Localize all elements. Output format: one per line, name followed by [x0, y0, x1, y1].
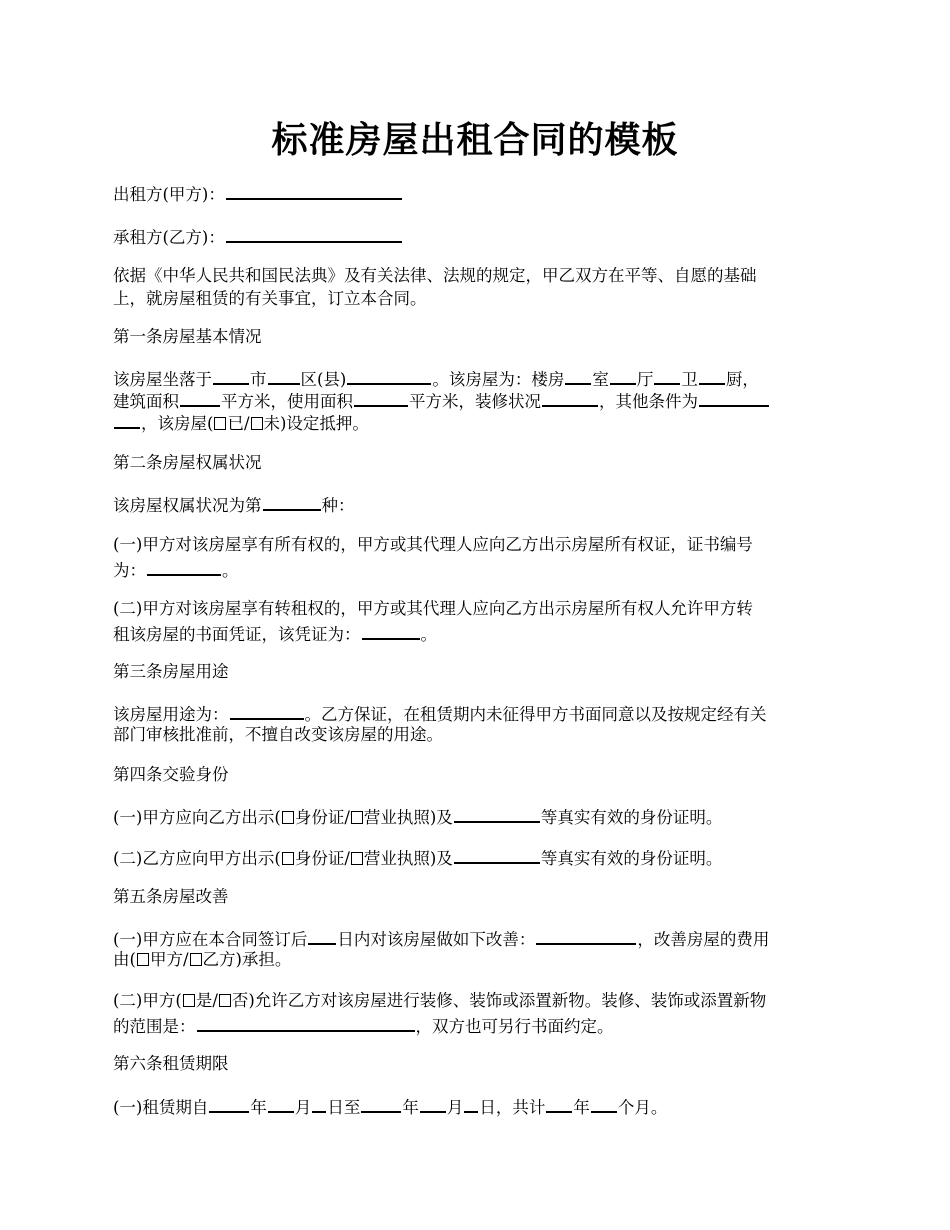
start-month-blank[interactable]: [268, 1094, 294, 1113]
text-fragment: (二)甲方(: [113, 991, 182, 1010]
checkbox-icon[interactable]: [351, 852, 363, 865]
lessee-blank[interactable]: [226, 224, 402, 243]
end-year-blank[interactable]: [361, 1094, 401, 1113]
baths-blank[interactable]: [654, 366, 680, 385]
lessor-label: 出租方(甲方)：: [113, 185, 225, 204]
improvement-days-blank[interactable]: [308, 926, 336, 945]
text-fragment: (一)租赁期自: [113, 1098, 209, 1117]
text-fragment: ，该房屋(: [141, 414, 214, 433]
text-fragment: (一)甲方应向乙方出示(: [113, 808, 281, 827]
text-fragment: 日，共计: [479, 1098, 546, 1117]
checkbox-icon[interactable]: [219, 994, 231, 1007]
text-fragment: 建筑面积: [113, 392, 179, 411]
other-conditions-blank-cont[interactable]: [114, 410, 140, 429]
article-2-title: 第二条房屋权属状况: [113, 453, 262, 472]
text-fragment: ，改善房屋的费用: [637, 930, 770, 949]
article-1-line-3: [113, 410, 840, 435]
checkbox-icon[interactable]: [282, 811, 294, 824]
article-4-title: 第四条交验身份: [113, 765, 229, 784]
article-5-p2-line-1: [113, 990, 840, 1012]
article-2-p1-line-1: (一)甲方对该房屋享有所有权的，甲方或其代理人应向乙方出示房屋所有权证，证书编号: [113, 535, 753, 554]
decoration-scope-blank[interactable]: [197, 1013, 415, 1032]
lessee-id-blank[interactable]: [454, 845, 540, 864]
article-5-p2-line-2: [113, 1013, 840, 1038]
text-fragment: 租该房屋的书面凭证，该凭证为：: [113, 625, 361, 644]
article-4-p2: [113, 845, 840, 870]
text-fragment: 室: [592, 370, 609, 389]
checkbox-icon[interactable]: [351, 811, 363, 824]
text-fragment: 区(县): [300, 370, 347, 389]
text-fragment: 乙方)承担。: [202, 950, 292, 969]
article-5-p1-line-1: [113, 926, 840, 951]
lessee-label: 承租方(乙方)：: [113, 228, 225, 247]
text-fragment: 。乙方保证，在租赁期内未征得甲方书面同意以及按规定经有关: [304, 705, 767, 724]
start-day-blank[interactable]: [312, 1094, 326, 1113]
text-fragment: 该房屋权属状况为第: [113, 496, 262, 515]
text-fragment: 个月。: [617, 1098, 668, 1117]
text-fragment: 种：: [321, 496, 355, 515]
text-fragment: 身份证/: [294, 849, 350, 868]
text-fragment: 卫: [681, 370, 698, 389]
intro-line-2: 上，就房屋租赁的有关事宜，订立本合同。: [113, 289, 427, 308]
usable-area-blank[interactable]: [354, 388, 408, 407]
text-fragment: 市: [250, 370, 267, 389]
text-fragment: 营业执照)及: [363, 849, 453, 868]
article-2-p2-line-1: (二)甲方对该房屋享有转租权的，甲方或其代理人应向乙方出示房屋所有权人允许甲方转: [113, 599, 753, 618]
article-4-p1: [113, 804, 840, 829]
text-fragment: 月: [446, 1098, 464, 1117]
article-6-title: 第六条租赁期限: [113, 1054, 229, 1073]
floor-area-blank[interactable]: [180, 388, 220, 407]
text-fragment: 身份证/: [294, 808, 350, 827]
usage-blank[interactable]: [230, 701, 304, 720]
text-fragment: 厅: [636, 370, 654, 389]
text-fragment: 。: [420, 625, 437, 644]
text-fragment: 厨，: [725, 370, 759, 389]
text-fragment: 。: [222, 561, 239, 580]
district-blank[interactable]: [268, 366, 300, 385]
text-fragment: 年: [402, 1098, 419, 1117]
checkbox-icon[interactable]: [282, 852, 294, 865]
text-fragment: ，其他条件为: [599, 392, 698, 411]
kitchens-blank[interactable]: [699, 366, 725, 385]
city-blank[interactable]: [213, 366, 249, 385]
article-2-p1-line-2: [113, 557, 840, 582]
total-months-blank[interactable]: [591, 1094, 617, 1113]
article-3-line-1: [113, 701, 840, 726]
decoration-blank[interactable]: [542, 388, 598, 407]
text-fragment: 甲方/: [149, 950, 189, 969]
text-fragment: 月: [294, 1098, 312, 1117]
text-fragment: 等真实有效的身份证明。: [540, 808, 723, 827]
other-conditions-blank[interactable]: [699, 388, 769, 407]
address-blank[interactable]: [347, 366, 431, 385]
text-fragment: 未)设定抵押。: [263, 414, 369, 433]
text-fragment: 是/: [195, 991, 218, 1010]
text-fragment: 平方米，装修状况: [409, 392, 541, 411]
text-fragment: 年: [250, 1098, 267, 1117]
text-fragment: 年: [573, 1098, 590, 1117]
article-3-title: 第三条房屋用途: [113, 662, 229, 681]
text-fragment: (二)乙方应向甲方出示(: [113, 849, 281, 868]
text-fragment: 为：: [113, 561, 146, 580]
article-1-title: 第一条房屋基本情况: [113, 327, 262, 346]
improvement-items-blank[interactable]: [536, 926, 636, 945]
article-2-line-1: [113, 492, 840, 517]
text-fragment: 日至: [327, 1098, 361, 1117]
text-fragment: 等真实有效的身份证明。: [540, 849, 723, 868]
article-2-p2-line-2: [113, 621, 840, 646]
certificate-number-blank[interactable]: [147, 557, 221, 576]
ownership-type-blank[interactable]: [263, 492, 321, 511]
intro-line-1: 依据《中华人民共和国民法典》及有关法律、法规的规定，甲乙双方在平等、自愿的基础: [113, 266, 757, 285]
article-3-line-2: 部门审核批准前，不擅自改变该房屋的用途。: [113, 725, 443, 744]
end-day-blank[interactable]: [464, 1094, 478, 1113]
text-fragment: 已/: [227, 414, 250, 433]
halls-blank[interactable]: [610, 366, 636, 385]
checkbox-icon[interactable]: [190, 953, 202, 966]
text-fragment: ，双方也可另行书面约定。: [415, 1017, 614, 1036]
text-fragment: 由(: [113, 950, 136, 969]
text-fragment: (一)甲方应在本合同签订后: [113, 930, 308, 949]
lessee-line: [113, 224, 840, 249]
text-fragment: 营业执照)及: [363, 808, 453, 827]
checkbox-icon[interactable]: [137, 953, 149, 966]
lessor-blank[interactable]: [226, 181, 402, 200]
text-fragment: 平方米，使用面积: [221, 392, 353, 411]
sublease-certificate-blank[interactable]: [362, 621, 420, 640]
text-fragment: 否)允许乙方对该房屋进行装修、装饰或添置新物。装修、装饰或添置新物: [231, 991, 767, 1010]
text-fragment: 该房屋坐落于: [113, 370, 212, 389]
checkbox-icon[interactable]: [214, 417, 226, 430]
lessor-id-blank[interactable]: [454, 804, 540, 823]
checkbox-icon[interactable]: [251, 417, 263, 430]
lessor-line: [113, 181, 840, 206]
start-year-blank[interactable]: [209, 1094, 249, 1113]
text-fragment: 日内对该房屋做如下改善：: [337, 930, 536, 949]
end-month-blank[interactable]: [420, 1094, 446, 1113]
checkbox-icon[interactable]: [183, 994, 195, 1007]
total-years-blank[interactable]: [546, 1094, 572, 1113]
article-5-p1-line-2: [113, 949, 840, 971]
article-5-title: 第五条房屋改善: [113, 887, 229, 906]
document-title: 标准房屋出租合同的模板: [271, 120, 679, 161]
text-fragment: 该房屋用途为：: [113, 705, 229, 724]
article-6-p1: [113, 1094, 840, 1119]
rooms-blank[interactable]: [565, 366, 591, 385]
text-fragment: 。该房屋为：楼房: [432, 370, 565, 389]
text-fragment: 的范围是：: [113, 1017, 196, 1036]
